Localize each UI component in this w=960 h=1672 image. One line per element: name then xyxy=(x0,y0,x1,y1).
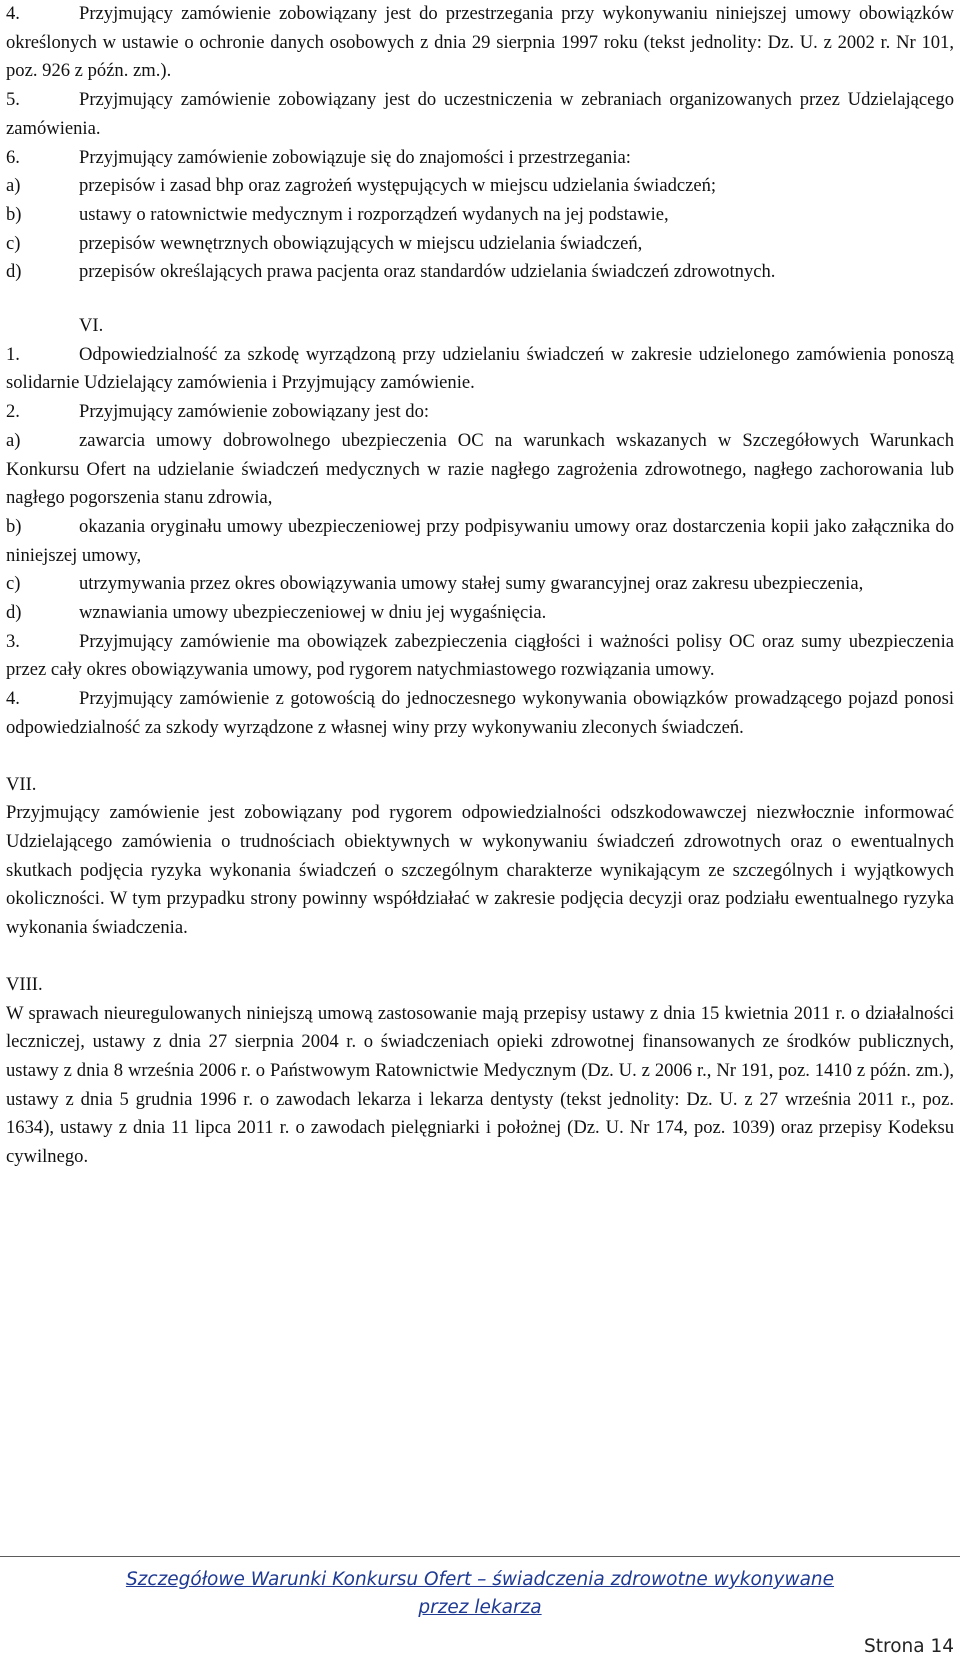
list-item-text: wznawiania umowy ubezpieczeniowej w dniu jej wygaśnięcia. xyxy=(79,602,547,624)
section-number: VI. xyxy=(79,315,104,337)
list-item-d xyxy=(6,258,954,287)
item-number: 6. xyxy=(6,146,20,168)
spacer xyxy=(6,943,954,971)
item-number: 5. xyxy=(6,89,20,111)
page-number: Strona 14 xyxy=(864,1636,954,1657)
spacer xyxy=(6,743,954,771)
list-item-text: przepisów i zasad bhp oraz zagrożeń występujących w miejscu udzielania świadczeń; xyxy=(79,175,717,197)
list-item-b xyxy=(6,513,954,570)
paragraph-5 xyxy=(6,86,954,143)
paragraph-6 xyxy=(6,144,954,173)
item-number: 2. xyxy=(6,401,20,423)
item-letter: a) xyxy=(6,429,21,451)
item-number: 3. xyxy=(6,630,20,652)
paragraph-text: Przyjmujący zamówienie zobowiązany jest do: xyxy=(79,401,430,423)
list-item-a xyxy=(6,172,954,201)
list-item-text: utrzymywania przez okres obowiązywania umowy stałej sumy gwarancyjnej oraz zakresu ubezpieczenia, xyxy=(79,573,864,595)
section-6-paragraph-2 xyxy=(6,398,954,427)
paragraph-text: Przyjmujący zamówienie zobowiązany jest do przestrzegania przy wykonywaniu niniejszej umowy obowiązków określonych w ustawie o ochronie danych osobowych z dnia 29 sierpnia 1997 roku (tekst jednolity: Dz. U. z 2002 r. Nr 101, poz. 926 z późn. zm.). xyxy=(6,3,954,82)
paragraph-text: Przyjmujący zamówienie z gotowością do jednoczesnego wykonywania obowiązków prowadzącego pojazd ponosi odpowiedzialność za szkody wyrządzone z własnej winy przy wykonywaniu zleconych świadczeń. xyxy=(6,688,954,738)
item-letter: c) xyxy=(6,573,21,595)
list-item-d xyxy=(6,599,954,628)
section-8-text: W sprawach nieuregulowanych niniejszą umową zastosowanie mają przepisy ustawy z dnia 15 kwietnia 2011 r. o działalności leczniczej, ustawy z dnia 27 sierpnia 2004 r. o świadczeniach opieki zdrowotnej finansowanych ze środków publicznych, ustawy z dnia 8 września 2006 r. o Państwowym Ratownictwie Medycznym (Dz. U. z 2006 r., Nr 191, poz. 1410 z późn. zm.), ustawy z dnia 5 grudnia 1996 r. o zawodach lekarza i lekarza dentysty (tekst jednolity: Dz. U. z 27 września 2011 r., poz. 1634), ustawy z dnia 11 lipca 2011 r. o zawodach pielęgniarki i położnej (Dz. U. Nr 174, poz. 1039) oraz przepisy Kodeksu cywilnego. xyxy=(6,1002,954,1168)
footer-title-line-2: przez lekarza xyxy=(418,1597,542,1618)
item-letter: c) xyxy=(6,232,21,254)
item-letter: d) xyxy=(6,602,22,624)
section-6-paragraph-3 xyxy=(6,628,954,685)
document-body xyxy=(6,0,954,1172)
item-number: 4. xyxy=(6,3,20,24)
item-letter: a) xyxy=(6,175,21,197)
section-6-paragraph-1 xyxy=(6,341,954,398)
section-6-paragraph-4 xyxy=(6,685,954,742)
list-item-text: zawarcia umowy dobrowolnego ubezpieczenia OC na warunkach wskazanych w Szczegółowych Warunkach Konkursu Ofert na udzielanie świadczeń medycznych w razie nagłego zagrożenia zdrowotnego, nagłego zachorowania lub nagłego pogorszenia stanu zdrowia, xyxy=(6,429,954,509)
item-letter: b) xyxy=(6,203,22,225)
list-item-c xyxy=(6,230,954,259)
section-heading-vi xyxy=(6,312,954,341)
paragraph-text: Przyjmujący zamówienie zobowiązuje się do znajomości i przestrzegania: xyxy=(79,146,631,168)
item-letter: b) xyxy=(6,515,22,537)
list-item-c xyxy=(6,570,954,599)
footer-divider xyxy=(0,1556,960,1557)
list-item-text: przepisów wewnętrznych obowiązujących w miejscu udzielania świadczeń, xyxy=(79,232,643,254)
item-number: 1. xyxy=(6,343,20,365)
item-letter: d) xyxy=(6,261,22,283)
paragraph-text: Odpowiedzialność za szkodę wyrządzoną przy udzielaniu świadczeń w zakresie udzielonego zamówienia ponoszą solidarnie Udzielający zamówienia i Przyjmujący zamówienie. xyxy=(6,343,954,394)
list-item-text: przepisów określających prawa pacjenta oraz standardów udzielania świadczeń zdrowotnych. xyxy=(79,261,776,283)
section-heading-vii: VII. xyxy=(6,773,37,795)
list-item-text: okazania oryginału umowy ubezpieczeniowej przy podpisywaniu umowy oraz dostarczenia kopii jako załącznika do niniejszej umowy, xyxy=(6,515,954,566)
footer-title xyxy=(0,1566,960,1622)
footer-title-line-1: Szczegółowe Warunki Konkursu Ofert – świadczenia zdrowotne wykonywane xyxy=(125,1569,835,1590)
spacer xyxy=(6,287,954,312)
section-heading-viii: VIII. xyxy=(6,973,43,995)
paragraph-text: Przyjmujący zamówienie ma obowiązek zabezpieczenia ciągłości i ważności polisy OC oraz sumy ubezpieczenia przez cały okres obowiązywania umowy, pod rygorem natychmiastowego rozwiązania umowy. xyxy=(6,630,954,681)
list-item-a xyxy=(6,427,954,513)
item-number: 4. xyxy=(6,688,20,710)
paragraph-4 xyxy=(6,0,954,86)
list-item-text: ustawy o ratownictwie medycznym i rozporządzeń wydanych na jej podstawie, xyxy=(79,203,669,225)
section-7-text: Przyjmujący zamówienie jest zobowiązany pod rygorem odpowiedzialności odszkodowawczej niezwłocznie informować Udzielającego zamówienia o trudnościach obiektywnych w wykonywaniu świadczeń zdrowotnych oraz o ewentualnych skutkach podjęcia ryzyka wykonania świadczeń o szczególnym charakterze wynikającym ze szczególnych i wyjątkowych okoliczności. W tym przypadku strony powinny współdziałać w zakresie podjęcia decyzji oraz podziału ewentualnego ryzyka wykonania świadczenia. xyxy=(6,802,954,939)
paragraph-text: Przyjmujący zamówienie zobowiązany jest do uczestniczenia w zebraniach organizowanych przez Udzielającego zamówienia. xyxy=(6,89,954,139)
list-item-b xyxy=(6,201,954,230)
